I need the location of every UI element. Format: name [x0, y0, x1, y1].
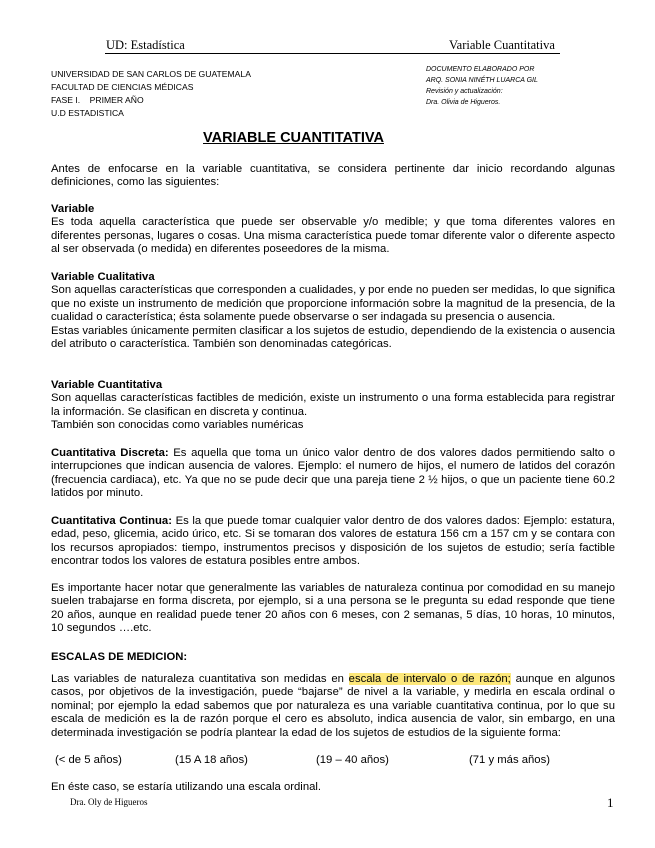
escalas-paragraph: [51, 673, 615, 740]
header-right: Variable Cuantitativa: [449, 38, 555, 52]
section-escalas: [51, 651, 615, 664]
cualitativa-heading: Variable Cualitativa: [51, 271, 155, 283]
escalas-text-pre: Las variables de naturaleza cuantitativa son medidas en: [51, 673, 349, 685]
institution-line: UNIVERSIDAD DE SAN CARLOS DE GUATEMALA: [51, 69, 251, 79]
footer-author: Dra. Oly de Higueros: [70, 797, 148, 807]
variable-heading: Variable: [51, 203, 95, 215]
section-discreta: [51, 447, 615, 501]
header-rule: [105, 53, 560, 54]
credit-line: ARQ. SONIA NINÉTH LUARCA GIL: [426, 77, 538, 84]
variable-text: Es toda aquella característica que puede ser observable y/o medible; y que toma diferentes valores en diferentes personas, lugares o cosas. Una misma característica puede tomar diferente valor o diferente aspecto al ser observada (o medida) en diferentes poseedores de la misma.: [51, 216, 615, 256]
intro-paragraph: [51, 163, 615, 190]
nota-text: Es importante hacer notar que generalmente las variables de naturaleza continua por comodidad en su manejo suelen trabajarse en forma discreta, por ejemplo, si a una persona se le pregunta su edad responde que tiene 20 años, aunque en realidad puede tener 20 años con 6 meses, con 2 semanas, 5 días, 10 horas, 10 minutos, 10 segundos ….etc.: [51, 582, 615, 635]
page-number: 1: [607, 795, 614, 810]
discreta-heading: Cuantitativa Discreta:: [51, 447, 169, 459]
section-cualitativa: [51, 271, 615, 351]
cuantitativa-text-2: También son conocidas como variables numéricas: [51, 419, 304, 432]
scale-item: (71 y más años): [469, 754, 550, 766]
section-variable: [51, 203, 615, 257]
section-cuantitativa: [51, 379, 615, 433]
continua-heading: Cuantitativa Continua:: [51, 515, 172, 527]
cuantitativa-text-1: Son aquellas características factibles de medición, existe un instrumento o una forma establecida para registrar la información. Se clasifican en discreta y continua.: [51, 392, 615, 418]
section-continua: [51, 515, 615, 569]
escalas-highlight: escala de intervalo o de razón;: [348, 673, 511, 685]
conclusion-paragraph: [51, 781, 615, 794]
continua-text: Es la que puede tomar cualquier valor dentro de dos valores dados: Ejemplo: estatura, edad, peso, glicemia, acido úrico, etc. Si se tomaran dos valores de estatura 156 cm a 157 cm y se contara con los recursos apropiados: tiempo, instrumentos precisos y disposición de los sujetos de estudio; sería factible encontrar todos los valores de estatura posibles entre ambos.: [51, 515, 615, 568]
institution-line: FACULTAD DE CIENCIAS MÉDICAS: [51, 82, 194, 92]
intro-text: Antes de enfocarse en la variable cuantitativa, se considera pertinente dar inicio recordando algunas definiciones, como las siguientes:: [51, 163, 615, 189]
institution-block: [51, 68, 251, 120]
document-credits: [426, 64, 538, 108]
cualitativa-text-2: Estas variables únicamente permiten clasificar a los sujetos de estudio, dependiendo de la existencia o ausencia del atributo o característica. También son denominadas categóricas.: [51, 324, 615, 351]
conclusion-text: En éste caso, se estaría utilizando una escala ordinal.: [51, 781, 322, 793]
scale-item: (< de 5 años): [55, 754, 122, 766]
institution-line: FASE I. PRIMER AÑO: [51, 95, 144, 105]
cualitativa-text-1: Son aquellas características que corresponden a cualidades, y por ende no pueden ser medidas, lo que significa que no existe un instrumento de medición que proporcione información sobre la magnitud de la presencia, de la cualidad o característica; ésta solamente puede observarse o ser indagada su presencia o ausencia.: [51, 284, 615, 324]
header-left: UD: Estadística: [106, 38, 185, 52]
credit-line: Revisión y actualización:: [426, 88, 503, 95]
scale-item: (19 – 40 años): [316, 754, 389, 766]
cuantitativa-heading: Variable Cuantitativa: [51, 379, 163, 391]
scale-item: (15 A 18 años): [175, 754, 248, 766]
section-nota: [51, 582, 615, 636]
escalas-text-post: aunque en algunos casos, por objetivos de la investigación, puede “bajarse” de nivel a la variable, y medirla en escala ordinal o nominal; por ejemplo la edad sabemos que por naturaleza es una variable cuantitativa continua, por lo que su escala de medición es la de razón porque el cero es absoluto, indica ausencia de valor, sin embargo, en una determinada investigación se podría plantear la edad de los sujetos de estudios de la siguiente forma:: [51, 673, 615, 739]
credit-line: DOCUMENTO ELABORADO POR: [426, 66, 535, 73]
credit-line: Dra. Olivia de Higueros.: [426, 99, 501, 106]
page-title: VARIABLE CUANTITATIVA: [203, 130, 384, 146]
discreta-text: Es aquella que toma un único valor dentro de dos valores dados permitiendo salto o interrupciones que indican ausencia de valores. Ejemplo: el numero de hijos, el numero de latidos del corazón (frecuencia cardiaca), etc. Ya que no se pude decir que una pareja tiene 2 ½ hijos, o que un paciente tiene 60.2 latidos por minuto.: [51, 447, 615, 500]
escalas-heading: ESCALAS DE MEDICION:: [51, 651, 188, 663]
institution-line: U.D ESTADISTICA: [51, 108, 124, 118]
